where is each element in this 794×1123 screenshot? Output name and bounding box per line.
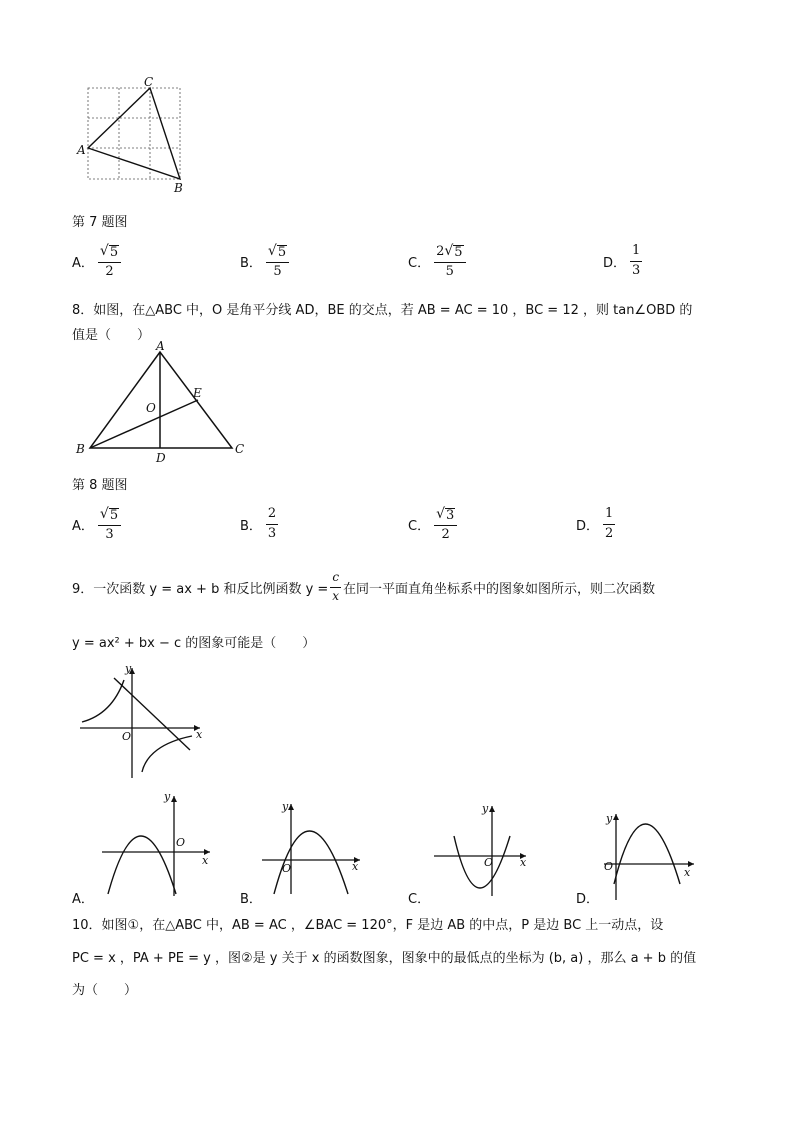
origin-label: O bbox=[122, 730, 132, 743]
q7-option-c[interactable]: C． 2 √ 5 5 bbox=[408, 244, 466, 280]
figure-7-grid bbox=[88, 88, 180, 179]
x-axis-label: x bbox=[196, 728, 203, 741]
q10-stem-line3: 为（ ） bbox=[72, 983, 138, 998]
q7-option-b[interactable]: B． √ 5 5 bbox=[240, 244, 289, 280]
figure-8-bisector-be bbox=[90, 400, 198, 448]
svg-text:O: O bbox=[176, 836, 186, 849]
svg-text:x: x bbox=[352, 860, 359, 873]
svg-text:O: O bbox=[604, 860, 614, 873]
q9-option-d-figure[interactable] bbox=[598, 808, 698, 903]
hyperbola-branch-left bbox=[82, 680, 124, 722]
q8-option-a[interactable]: A． √ 5 3 bbox=[72, 507, 121, 543]
figure-7-triangle bbox=[88, 88, 180, 179]
svg-text:O: O bbox=[282, 862, 292, 875]
q9-option-c-label[interactable]: C． bbox=[408, 892, 431, 907]
svg-text:y: y bbox=[606, 812, 613, 825]
svg-text:y: y bbox=[482, 802, 489, 815]
svg-text:O: O bbox=[484, 856, 494, 869]
figure-8-label-d: D bbox=[156, 451, 166, 465]
q9-stem-line2: y = ax² + bx − c 的图象可能是（ ） bbox=[72, 636, 316, 651]
figure-8-label-o: O bbox=[146, 401, 156, 415]
q9-stem-line1: 9．一次函数 y = ax + b 和反比例函数 y = $\frac{c}{x}$ 在同一平面直角坐标系中的图象如图所示，则二次函数 bbox=[72, 570, 656, 603]
q9-option-a-figure[interactable] bbox=[98, 790, 218, 900]
figure-8 bbox=[72, 340, 257, 465]
svg-text:y: y bbox=[282, 800, 289, 813]
q7-option-d[interactable]: D． $\frac{1}{3}$ bbox=[603, 243, 641, 278]
parabola bbox=[454, 836, 510, 888]
q8-option-c[interactable]: C． √ 3 2 bbox=[408, 507, 457, 543]
q9-option-b-label[interactable]: B． bbox=[240, 892, 262, 907]
figure-8-label-b: B bbox=[76, 442, 85, 456]
q9-option-b-figure[interactable] bbox=[258, 798, 368, 898]
figure-8-label-c: C bbox=[235, 442, 245, 456]
hyperbola-branch-right bbox=[142, 736, 192, 772]
svg-text:x: x bbox=[202, 854, 209, 867]
svg-text:x: x bbox=[520, 856, 527, 869]
figure-8-label-a: A bbox=[156, 340, 165, 353]
q10-stem-line1: 10．如图①，在△ABC 中，AB = AC ，∠BAC = 120°，F 是边 AB 的中点，P 是边 BC 上一动点，设 bbox=[72, 918, 664, 933]
figure-7-label-a: A bbox=[77, 143, 86, 157]
svg-text:y: y bbox=[164, 790, 171, 803]
q8-option-d[interactable]: D． $\frac{1}{2}$ bbox=[576, 506, 614, 541]
q9-option-c-figure[interactable] bbox=[430, 800, 540, 900]
q8-stem-line1: 8．如图，在△ABC 中，O 是角平分线 AD，BE 的交点，若 AB = AC = 10 ，BC = 12 ，则 tan∠OBD 的 bbox=[72, 303, 693, 318]
figure-9-main bbox=[72, 660, 212, 780]
figure-7-label-c: C bbox=[144, 75, 154, 89]
figure-7-label-b: B bbox=[174, 181, 183, 195]
parabola bbox=[108, 836, 176, 894]
q9-option-a-label[interactable]: A． bbox=[72, 892, 94, 907]
figure-8-caption: 第 8 题图 bbox=[72, 478, 128, 493]
q9-option-d-label[interactable]: D． bbox=[576, 892, 600, 907]
q8-stem-line2: 值是（ ） bbox=[72, 328, 151, 343]
figure-7-caption: 第 7 题图 bbox=[72, 215, 128, 230]
q8-option-b[interactable]: B． $\frac{2}{3}$ bbox=[240, 506, 277, 541]
svg-text:x: x bbox=[684, 866, 691, 879]
figure-8-label-e: E bbox=[193, 386, 202, 400]
q10-stem-line2: PC = x ，PA + PE = y ，图②是 y 关于 x 的函数图象，图象中的最低点的坐标为 (b, a) ，那么 a + b 的值 bbox=[72, 951, 697, 966]
parabola bbox=[614, 824, 680, 884]
figure-7 bbox=[72, 72, 192, 197]
q7-option-a[interactable]: A． √ 5 2 bbox=[72, 244, 121, 280]
y-axis-label: y bbox=[125, 662, 132, 675]
figure-8-triangle bbox=[90, 352, 232, 448]
